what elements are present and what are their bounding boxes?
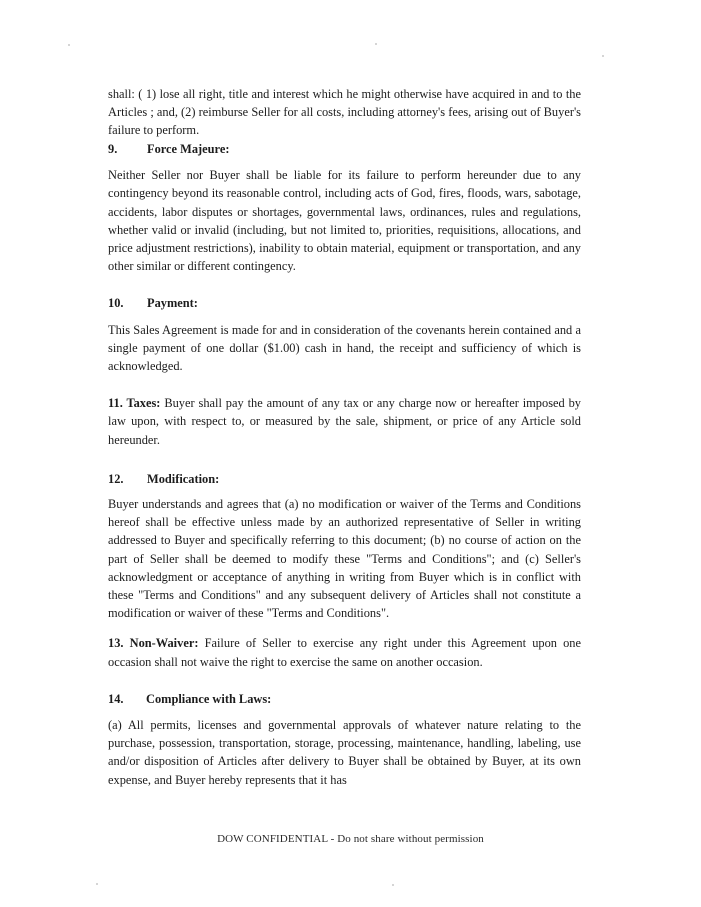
section-9-body: Neither Seller nor Buyer shall be liable for its failure to perform hereunder due to any contingency beyond its reasonable control, including acts of God, fires, floods, wars, sabotage, accidents, labor disputes or shortages, governmental laws, ordinances, rules and regulations, whether valid or invalid (including, but not limited to, priorities, requisitions, allocations, and price adjustment restrictions), inability to obtain material, equipment or transportation, and any other similar or different contingency. <box>108 168 581 274</box>
intro-paragraph: shall: ( 1) lose all right, title and interest which he might otherwise have acquired in and to the Articles ; and, (2) reimburse Seller for all costs, including attorney's fees, arising out of Buyer's failure to perform. <box>108 87 581 138</box>
section-14-number: 14. <box>108 691 124 706</box>
section-10-number: 10. <box>108 296 124 311</box>
section-12-number: 12. <box>108 471 124 486</box>
scan-speck <box>375 43 377 45</box>
section-14-heading <box>108 690 581 708</box>
section-12-body: Buyer understands and agrees that (a) no modification or waiver of the Terms and Conditions hereof shall be effective unless made by an authorized representative of Seller in writing addressed to Buyer and specifically referring to this document; (b) no course of action on the part of Seller shall be deemed to modify these "Terms and Conditions"; and (c) Seller's acknowledgment or acceptance of anything in writing from Buyer which is in conflict with these "Terms and Conditions" and any subsequent delivery of Articles shall not constitute a modification or waiver of these "Terms and Conditions". <box>108 497 581 621</box>
section-11-body: Buyer shall pay the amount of any tax or any charge now or hereafter imposed by law upon, with respect to, or measured by the sale, shipment, or price of any Article sold hereunder. <box>108 396 581 447</box>
section-13-title: 13. Non-Waiver: <box>108 636 199 651</box>
section-12-heading <box>108 470 581 488</box>
section-13-body: Failure of Seller to exercise any right under this Agreement upon one occasion shall not waive the right to exercise the same on another occasion. <box>108 636 581 669</box>
section-12-title: Modification: <box>147 471 220 486</box>
section-11-paragraph <box>108 394 581 449</box>
scan-speck <box>96 883 98 885</box>
section-9-number: 9. <box>108 142 118 156</box>
section-10-heading <box>108 294 581 312</box>
scan-speck <box>392 884 394 886</box>
scan-speck <box>68 44 70 46</box>
section-14-body: (a) All permits, licenses and governmental approvals of whatever nature relating to the purchase, possession, transportation, storage, processing, maintenance, handling, labeling, use and/or disposition of Articles after delivery to Buyer shall be obtained by Buyer, at its own expense, and Buyer hereby represents that it has <box>108 718 581 787</box>
section-14-title: Compliance with Laws: <box>146 691 272 706</box>
scan-speck <box>602 55 604 57</box>
section-9-heading <box>108 140 581 158</box>
section-11-title: 11. Taxes: <box>108 396 161 411</box>
section-9-title: Force Majeure: <box>147 142 230 156</box>
section-10-body: This Sales Agreement is made for and in consideration of the covenants herein contained and a single payment of one dollar ($1.00) cash in hand, the receipt and sufficiency of which is acknowledged. <box>108 322 581 374</box>
section-10-title: Payment: <box>147 296 198 311</box>
document-body <box>108 85 581 789</box>
section-13-paragraph <box>108 634 581 670</box>
confidentiality-footer: DOW CONFIDENTIAL - Do not share without permission <box>217 833 484 845</box>
